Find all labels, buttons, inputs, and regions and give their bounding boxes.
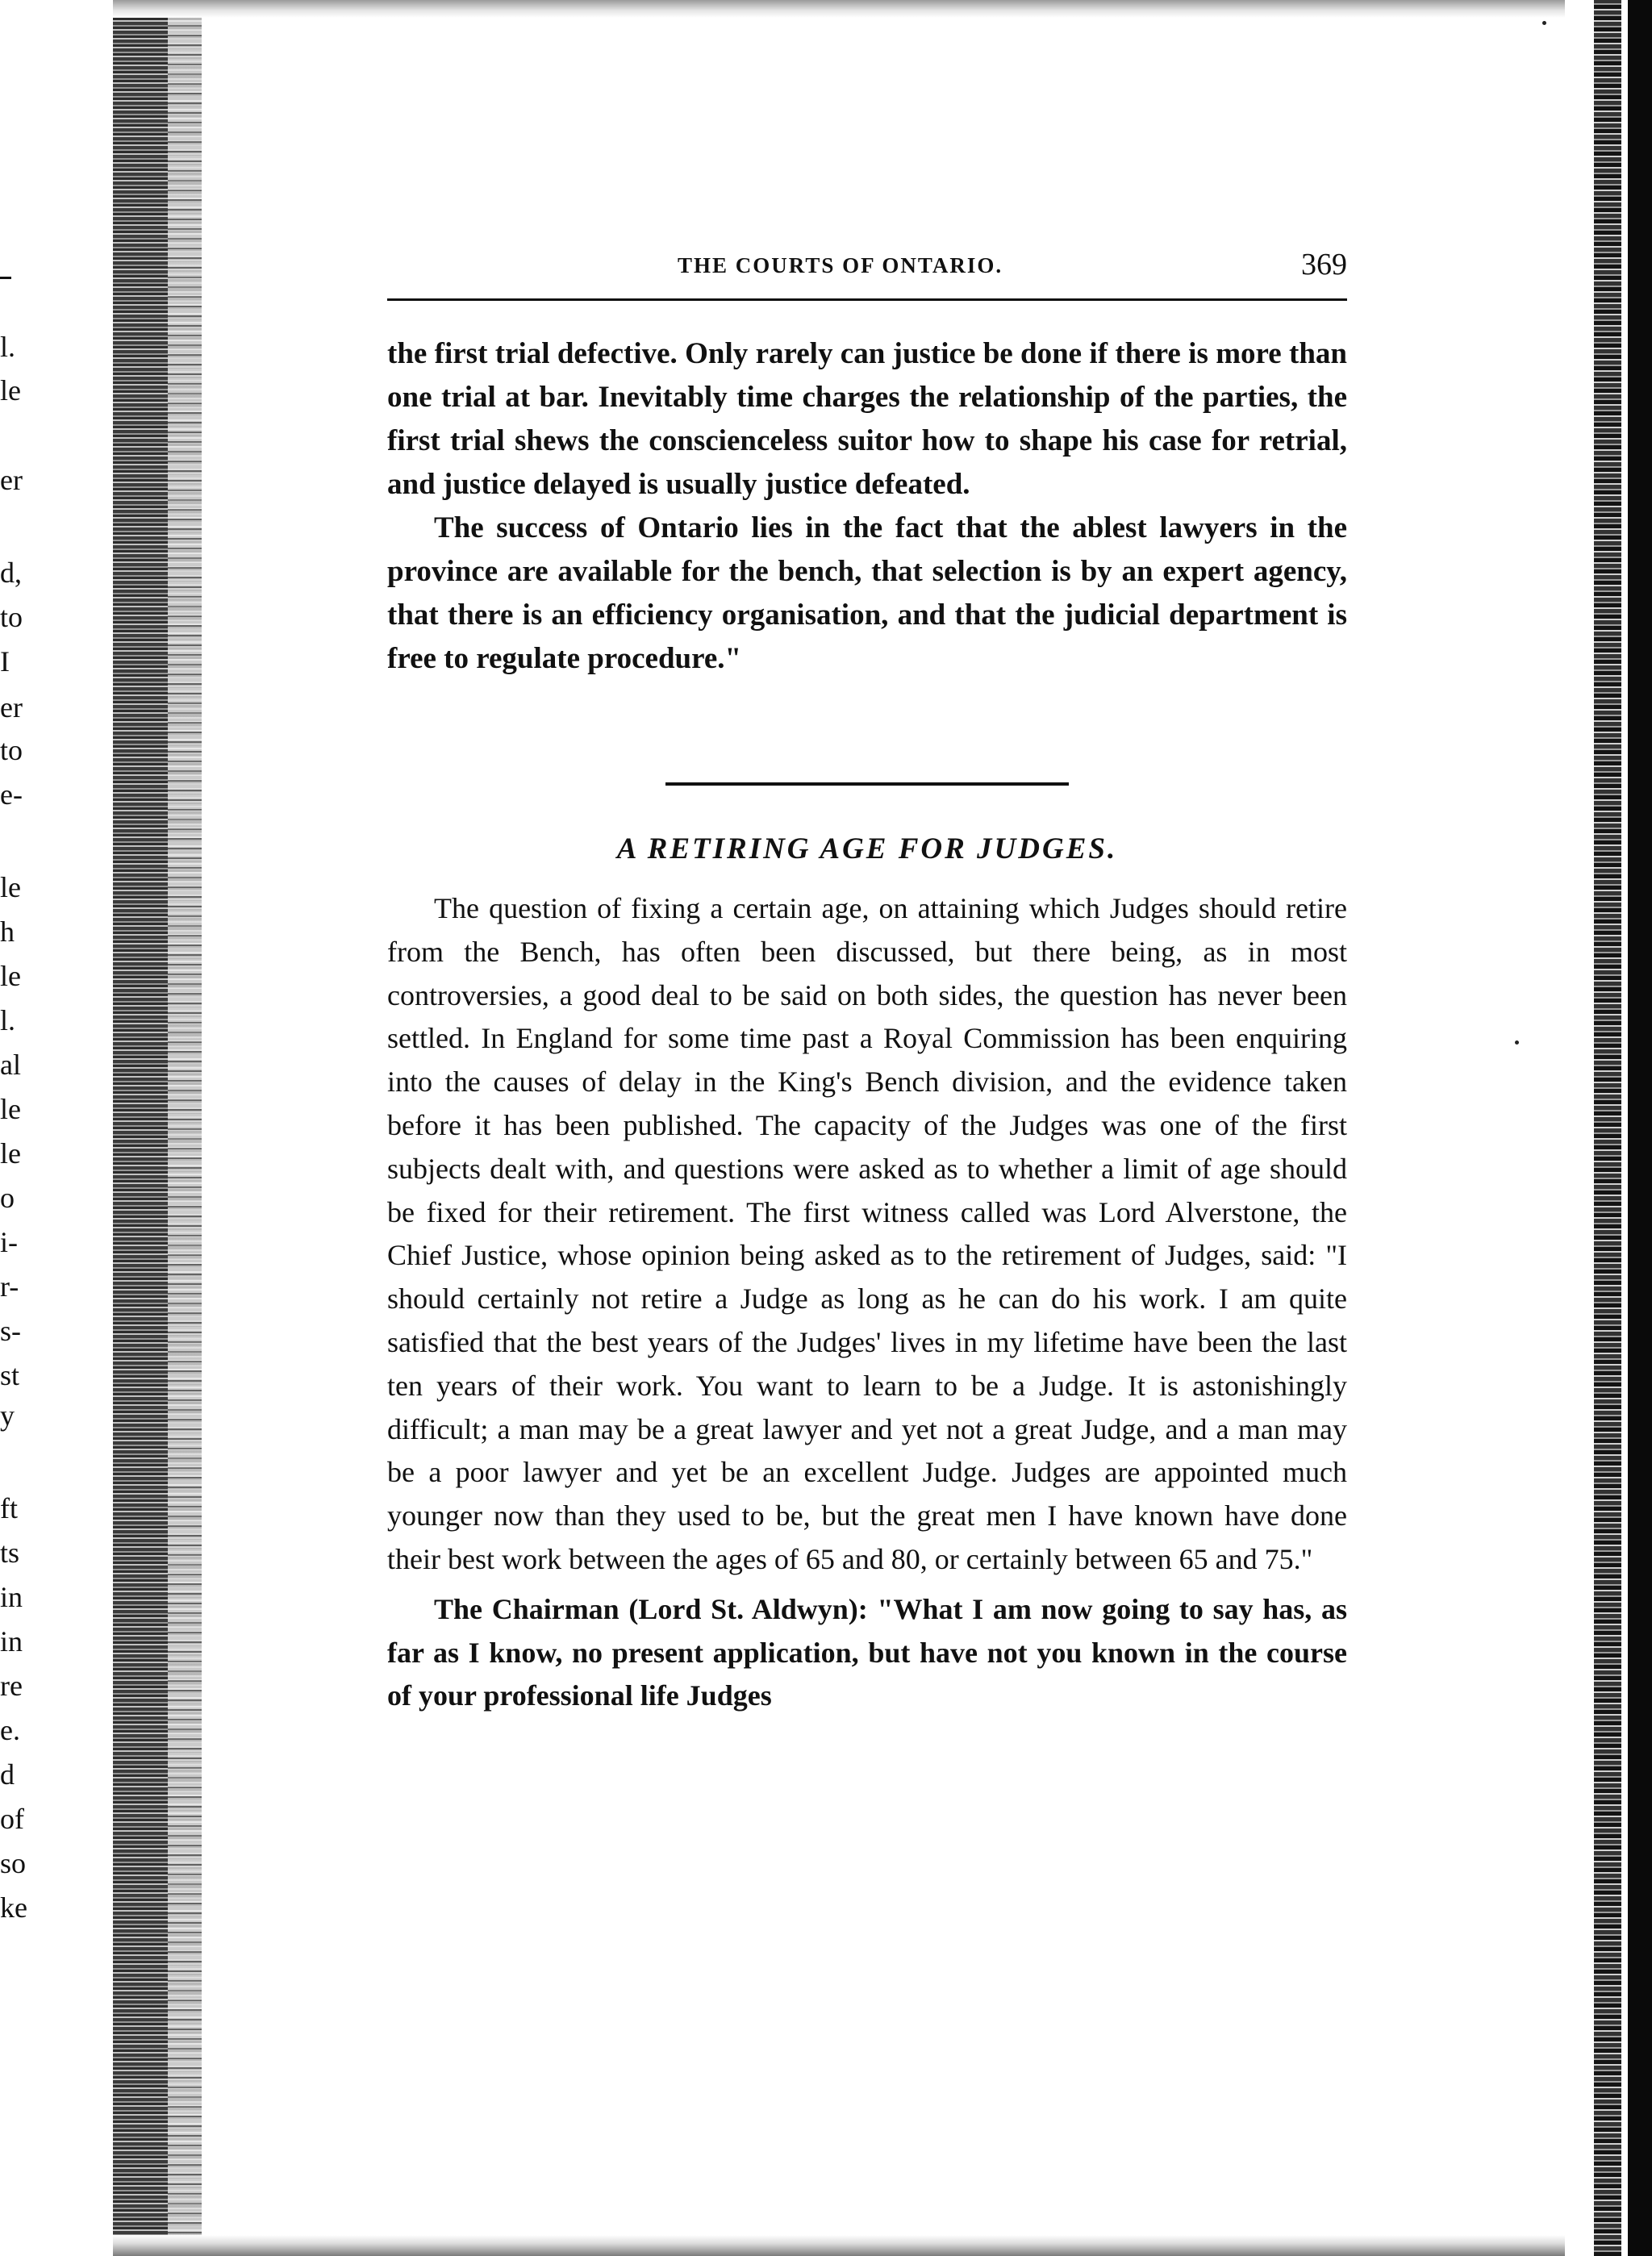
- paragraph: The Chairman (Lord St. Aldwyn): "What I am now going to say has, as far as I know, no present application, but have not you known in the course of your professional life Judges: [387, 1592, 1347, 1712]
- facing-fragment: le: [0, 1137, 21, 1170]
- facing-fragment: ts: [0, 1537, 20, 1569]
- page-number: 369: [1301, 248, 1347, 281]
- facing-fragment: o: [0, 1182, 15, 1214]
- facing-fragment: s-: [0, 1315, 21, 1347]
- facing-fragment: I: [0, 645, 10, 678]
- facing-page-margin: [0, 0, 32, 2256]
- facing-fragment: y: [0, 1399, 15, 1432]
- facing-fragment: i-: [0, 1226, 18, 1258]
- running-title: THE COURTS OF ONTARIO.: [678, 253, 1003, 277]
- right-scan-border: [1628, 0, 1652, 2256]
- section-body: [387, 887, 1347, 1718]
- facing-fragment: in: [0, 1581, 23, 1613]
- facing-fragment: d: [0, 1758, 15, 1791]
- section-divider: [665, 782, 1069, 786]
- facing-fragment: e-: [0, 778, 23, 811]
- facing-fragment: l.: [0, 1004, 16, 1036]
- paragraph: the first trial defective. Only rarely can justice be done if there is more than one trial at bar. Inevitably time charges the relationship of the parties, the first trial shews the conscienceless suitor how to shape his case for retrial, and justice delayed is usually justice defeated.: [387, 337, 1347, 501]
- scan-speck: [1542, 21, 1546, 25]
- facing-fragment: er: [0, 691, 23, 724]
- continued-text: [387, 332, 1347, 681]
- facing-fragment: l.: [0, 331, 16, 363]
- binding-shadow: [168, 0, 202, 2256]
- scan-speck: [1515, 1040, 1519, 1045]
- facing-fragment: st: [0, 1359, 20, 1391]
- facing-fragment: to: [0, 601, 23, 633]
- bottom-edge-shadow: [113, 2235, 1565, 2256]
- facing-fragment: ft: [0, 1492, 18, 1524]
- facing-page-rule: [0, 277, 11, 279]
- paragraph: The success of Ontario lies in the fact that the ablest lawyers in the province are available for the bench, that selection is by an expert agency, that there is an efficiency organisation, and that the judicial department is free to regulate procedure.": [387, 511, 1347, 675]
- facing-fragment: er: [0, 464, 23, 496]
- book-page: [387, 242, 1347, 1712]
- facing-fragment: le: [0, 1093, 21, 1125]
- facing-fragment: d,: [0, 557, 22, 589]
- right-page-edge: [1589, 0, 1652, 2256]
- header-rule: [387, 298, 1347, 301]
- facing-fragment: e.: [0, 1714, 20, 1746]
- top-edge-shadow: [113, 0, 1565, 18]
- facing-fragment: re: [0, 1670, 23, 1702]
- paragraph: The question of fixing a certain age, on attaining which Judges should retire from the Bench, has often been discussed, but there being, as in most controversies, a good deal to be said on both sides, the question has never been settled. In England for some time past a Royal Commission has been enquiring into the causes of delay in the King's Bench division, and the evidence taken before it has been published. The capacity of the Judges was one of the first subjects dealt with, and questions were asked as to whether a limit of age should be fixed for their retirement. The first witness called was Lord Alverstone, the Chief Justice, whose opinion being asked as to the retirement of Judges, said: "I should certainly not retire a Judge as long as he can do his work. I am quite satisfied that the best years of the Judges' lives in my lifetime have been the last ten years of their work. You want to learn to be a Judge. It is astonishingly difficult; a man may be a great lawyer and yet not a great Judge, and a man may be a poor lawyer and yet be an excellent Judge. Judges are appointed much younger now than they used to be, but the great men I have known have done their best work between the ages of 65 and 80, or certainly between 65 and 75.": [387, 892, 1347, 1575]
- facing-fragment: h: [0, 915, 15, 948]
- facing-fragment: r-: [0, 1270, 19, 1303]
- facing-fragment: of: [0, 1803, 24, 1835]
- facing-fragment: to: [0, 734, 23, 766]
- section-heading: A RETIRING AGE FOR JUDGES.: [616, 832, 1118, 865]
- facing-fragment: le: [0, 960, 21, 992]
- running-header: [387, 242, 1347, 290]
- facing-fragment: le: [0, 374, 21, 407]
- right-edge-texture: [1594, 0, 1621, 2256]
- facing-fragment: so: [0, 1847, 27, 1879]
- facing-fragment: ke: [0, 1891, 27, 1924]
- facing-fragment: le: [0, 871, 21, 903]
- facing-fragment: al: [0, 1049, 21, 1081]
- facing-fragment: in: [0, 1625, 23, 1658]
